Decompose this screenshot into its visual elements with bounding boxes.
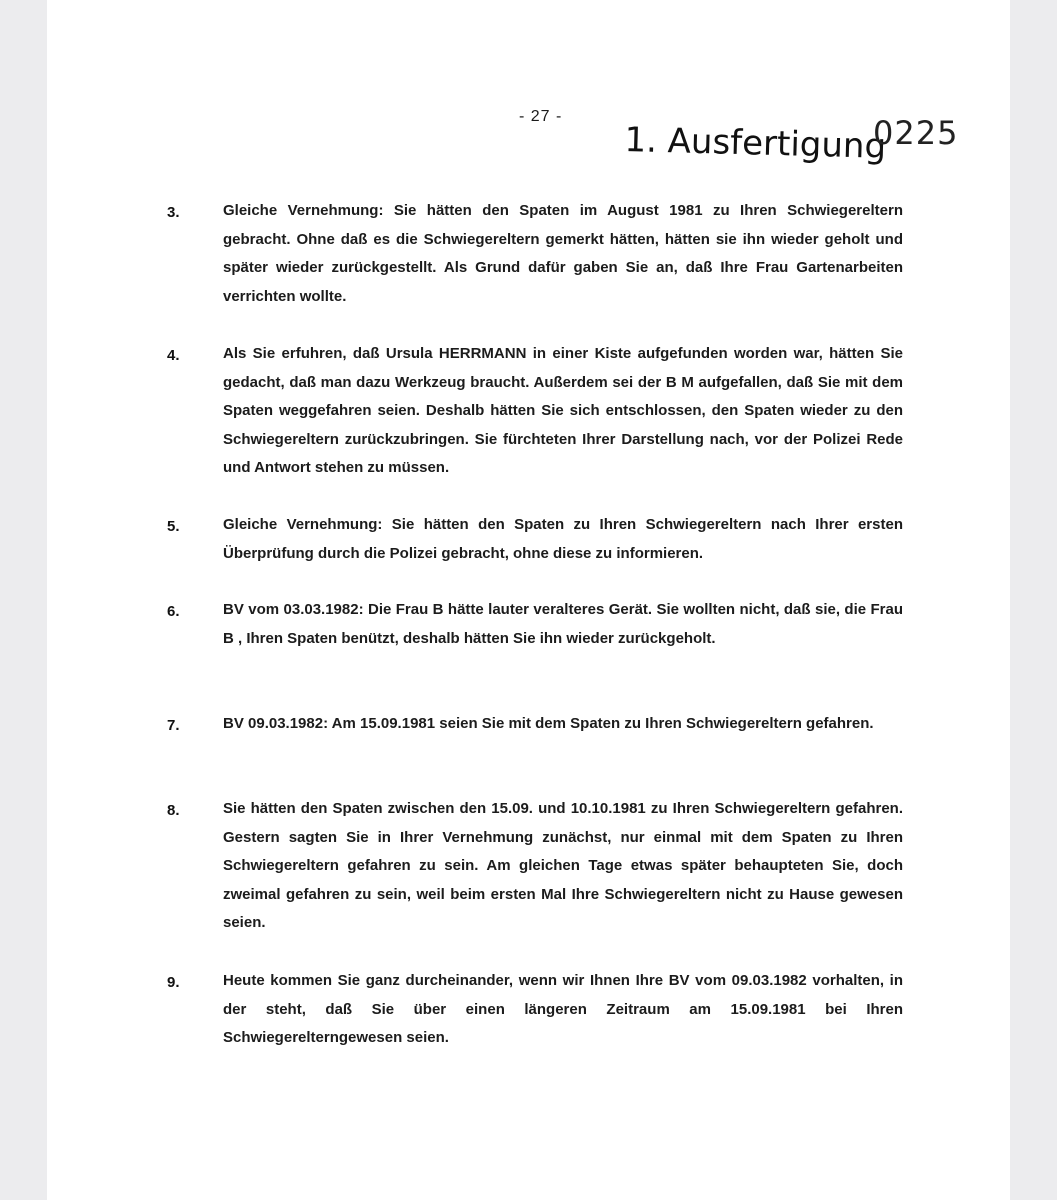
item-number: 9. [167,974,180,991]
item-text: Als Sie erfuhren, daß Ursula HERRMANN in einer Kiste aufgefunden worden war, hätten Sie gedacht, daß man dazu Werkzeug braucht. Außerdem sei der B M aufgefallen, daß Sie mit dem Spaten weggefahren seien. Deshalb hätten Sie sich entschlossen, den Spaten wieder zu den Schwiegereltern zurückzubringen. Sie fürchteten Ihrer Darstellung nach, vor der Polizei Rede und Antwort stehen zu müssen. [223,345,903,477]
item-number: 4. [167,347,180,364]
document-page [47,0,1010,1200]
item-number: 6. [167,603,180,620]
item-text: Heute kommen Sie ganz durcheinander, wenn wir Ihnen Ihre BV vom 09.03.1982 vorhalten, in der steht, daß Sie über einen längeren Zeitraum am 15.09.1981 bei Ihren Schwiegerelterngewesen seien. [223,972,903,1047]
item-text: Gleiche Vernehmung: Sie hätten den Spaten im August 1981 zu Ihren Schwiegereltern gebracht. Ohne daß es die Schwiegereltern gemerkt hätten, hätten sie ihn wieder geholt und später wieder zurückgestellt. Als Grund dafür gaben Sie an, daß Ihre Frau Gartenarbeiten verrichten wollte. [223,202,903,305]
item-text: Sie hätten den Spaten zwischen den 15.09. und 10.10.1981 zu Ihren Schwiegereltern gefahren. Gestern sagten Sie in Ihrer Vernehmung zunächst, nur einmal mit dem Spaten zu Ihren Schwiegereltern gefahren zu sein. Am gleichen Tage etwas später behaupteten Sie, doch zweimal gefahren zu sein, weil beim ersten Mal Ihre Schwiegereltern nicht zu Hause gewesen seien. [223,800,903,932]
document-number: 0225 [873,114,959,152]
item-text: BV vom 03.03.1982: Die Frau B hätte lauter veralteres Gerät. Sie wollten nicht, daß sie, die Frau B , Ihren Spaten benützt, deshalb hätten Sie ihn wieder zurückgeholt. [223,601,903,647]
item-number: 7. [167,717,180,734]
item-number: 8. [167,802,180,819]
item-number: 5. [167,518,180,535]
item-text: Gleiche Vernehmung: Sie hätten den Spaten zu Ihren Schwiegereltern nach Ihrer ersten Überprüfung durch die Polizei gebracht, ohne diese zu informieren. [223,516,903,562]
item-text: BV 09.03.1982: Am 15.09.1981 seien Sie mit dem Spaten zu Ihren Schwiegereltern gefahren. [223,715,874,732]
page-number: - 27 - [519,108,563,125]
copy-stamp: 1. Ausfertigung [623,120,887,167]
item-number: 3. [167,204,180,221]
